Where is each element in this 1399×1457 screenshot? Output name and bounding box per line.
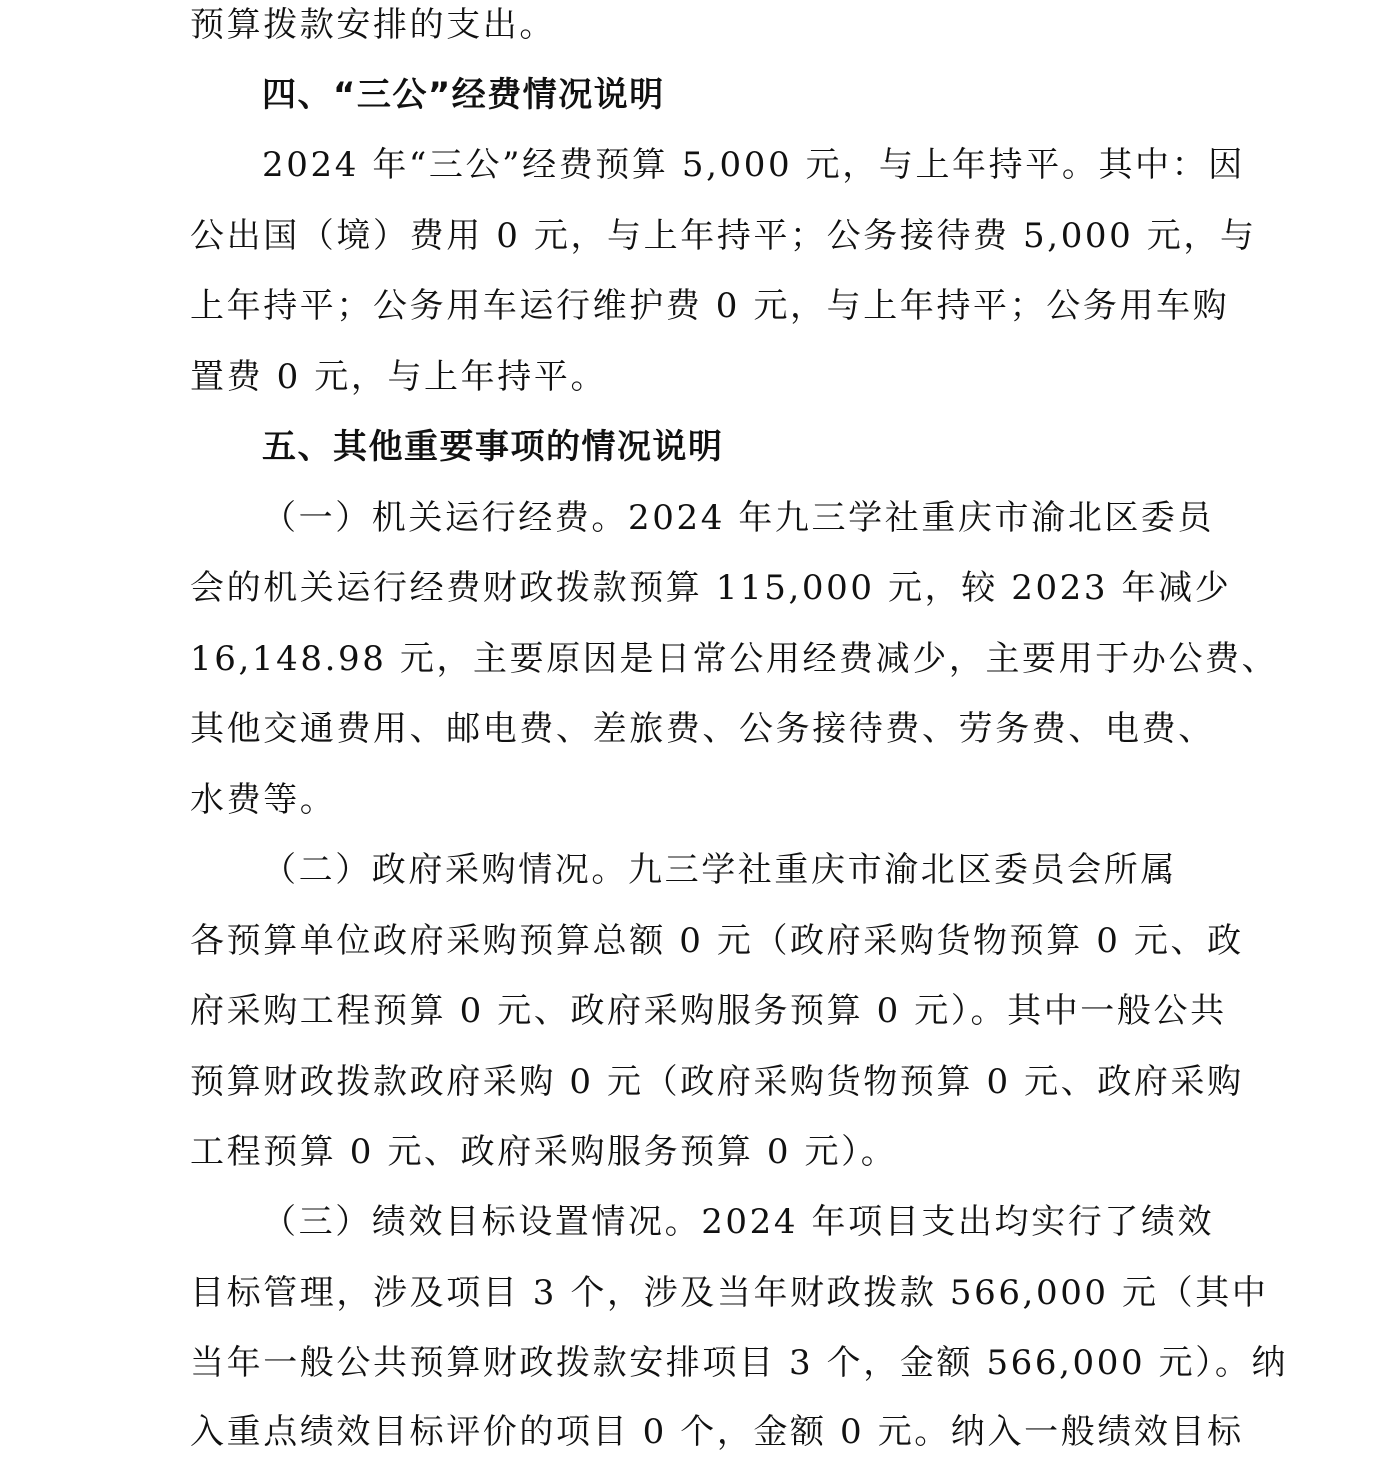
paragraph-line: 当年一般公共预算财政拨款安排项目 3 个，金额 566,000 元）。纳 [190, 1343, 1289, 1383]
paragraph-line: 其他交通费用、邮电费、差旅费、公务接待费、劳务费、电费、 [190, 709, 1215, 749]
paragraph-line: 入重点绩效目标评价的项目 0 个，金额 0 元。纳入一般绩效目标 [190, 1412, 1244, 1452]
paragraph-line: 公出国（境）费用 0 元，与上年持平；公务接待费 5,000 元，与 [190, 216, 1257, 256]
paragraph-line: 各预算单位政府采购预算总额 0 元（政府采购货物预算 0 元、政 [190, 921, 1244, 961]
section-heading-five: 五、其他重要事项的情况说明 [262, 427, 724, 467]
paragraph-line: 工程预算 0 元、政府采购服务预算 0 元）。 [190, 1132, 898, 1172]
paragraph-line: （三）绩效目标设置情况。2024 年项目支出均实行了绩效 [262, 1202, 1215, 1242]
paragraph-line: （一）机关运行经费。2024 年九三学社重庆市渝北区委员 [262, 498, 1215, 538]
paragraph-line: 预算财政拨款政府采购 0 元（政府采购货物预算 0 元、政府采购 [190, 1062, 1244, 1102]
paragraph-line: 置费 0 元，与上年持平。 [190, 357, 608, 397]
paragraph-line: 上年持平；公务用车运行维护费 0 元，与上年持平；公务用车购 [190, 286, 1230, 326]
section-heading-four: 四、“三公”经费情况说明 [262, 75, 665, 115]
paragraph-line: 会的机关运行经费财政拨款预算 115,000 元，较 2023 年减少 [190, 568, 1232, 608]
paragraph-line: （二）政府采购情况。九三学社重庆市渝北区委员会所属 [262, 850, 1177, 890]
paragraph-line: 目标管理，涉及项目 3 个，涉及当年财政拨款 566,000 元（其中 [190, 1273, 1269, 1313]
paragraph-line: 16,148.98 元，主要原因是日常公用经费减少，主要用于办公费、 [190, 639, 1279, 679]
paragraph-line: 府采购工程预算 0 元、政府采购服务预算 0 元）。其中一般公共 [190, 991, 1227, 1031]
paragraph-line: 预算拨款安排的支出。 [190, 5, 556, 45]
paragraph-line: 2024 年“三公”经费预算 5,000 元，与上年持平。其中：因 [262, 145, 1245, 185]
paragraph-line: 水费等。 [190, 780, 337, 820]
